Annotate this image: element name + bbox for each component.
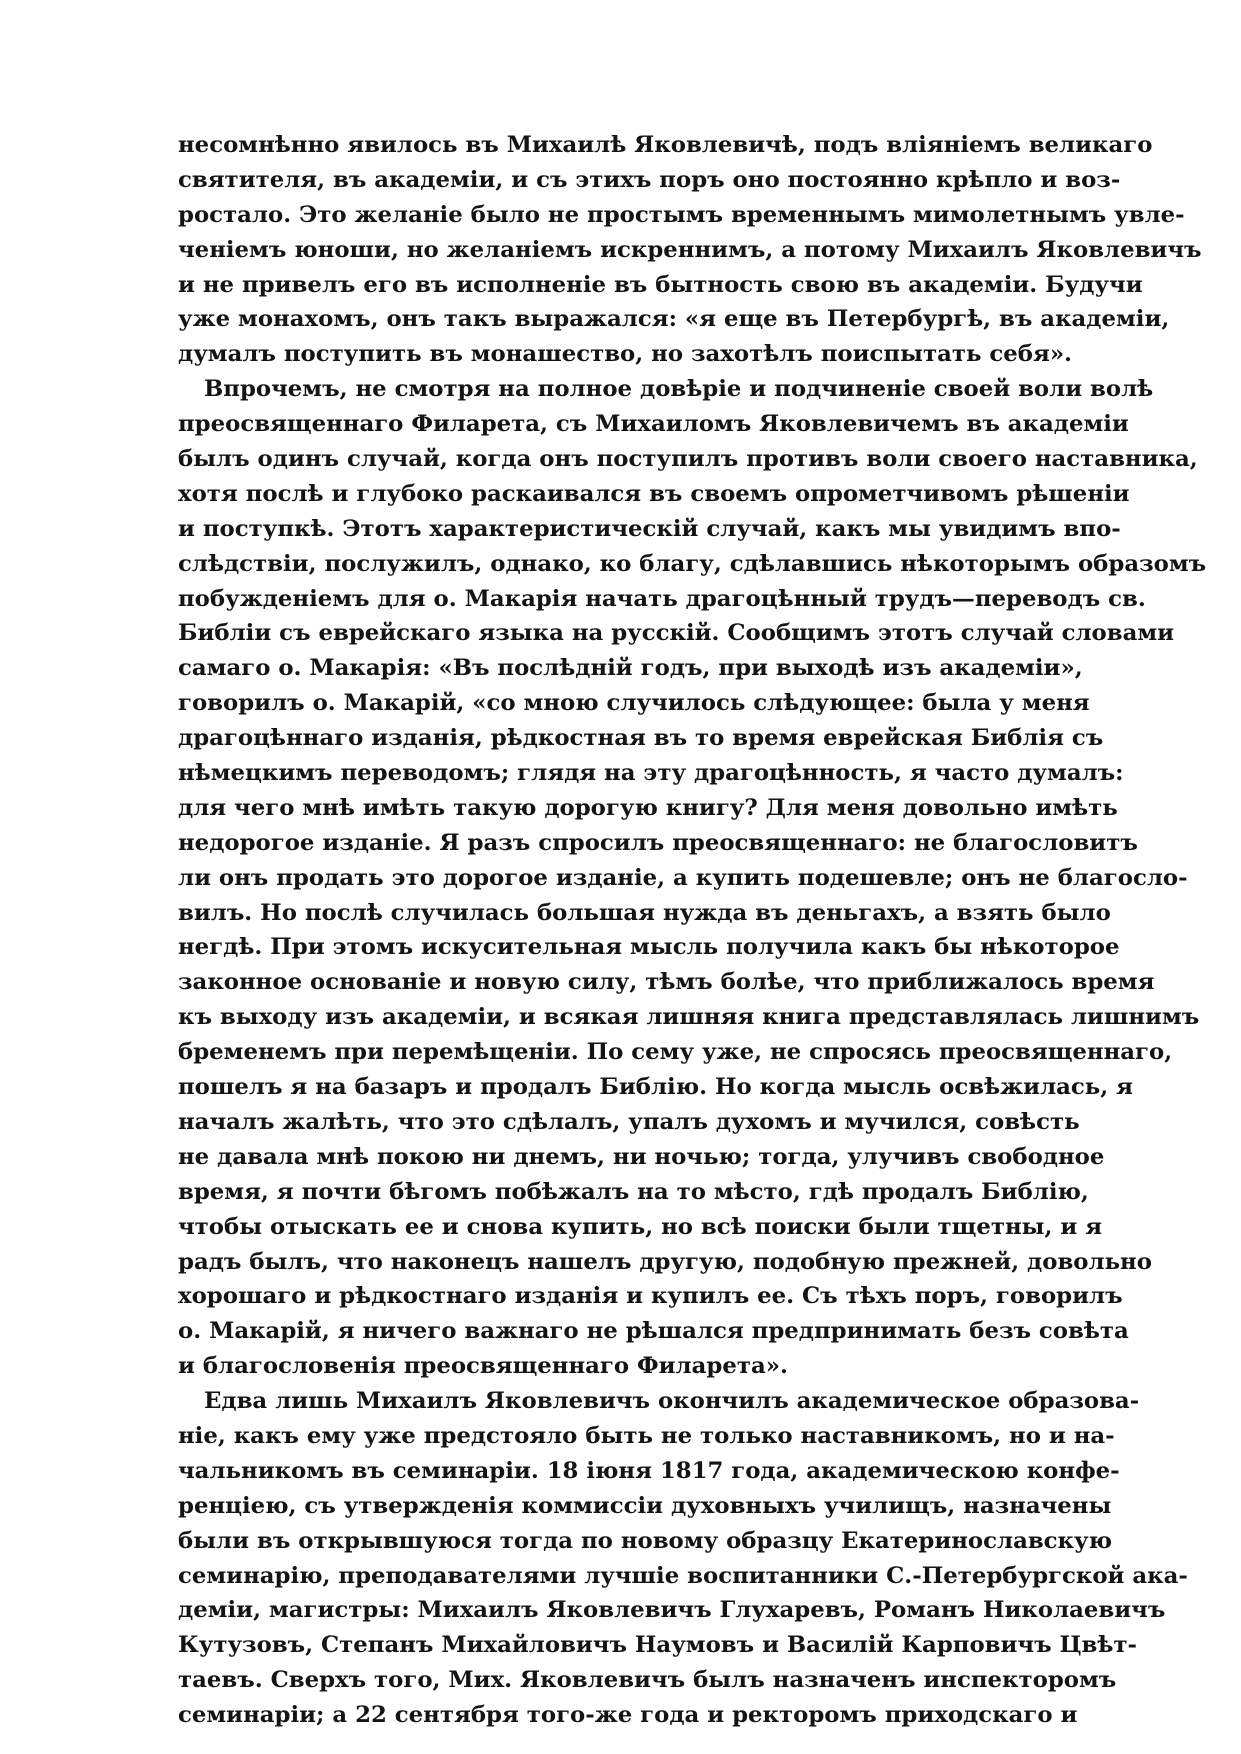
text-line: драгоцѣннаго изданія, рѣдкостная въ то время еврейская Библія съ [178, 725, 1104, 752]
text-line: Кутузовъ, Степанъ Михайловичъ Наумовъ и Василій Карповичъ Цвѣт- [178, 1632, 1138, 1659]
text-line: деміи, магистры: Михаилъ Яковлевичъ Глухаревъ, Романъ Николаевичъ [178, 1597, 1166, 1624]
text-line: законное основаніе и новую силу, тѣмъ болѣе, что приближалось время [178, 969, 1155, 996]
text-line: Впрочемъ, не смотря на полное довѣріе и подчиненіе своей воли волѣ [204, 376, 1154, 403]
text-line: несомнѣнно явилось въ Михаилѣ Яковлевичѣ, подъ вліяніемъ великаго [178, 132, 1153, 158]
text-line: къ выходу изъ академіи, и всякая лишняя книга представлялась лишнимъ [178, 1004, 1200, 1031]
text-line: нѣмецкимъ переводомъ; глядя на эту драгоцѣнность, я часто думалъ: [178, 760, 1124, 787]
text-line: были въ открывшуюся тогда по новому образцу Екатеринославскую [178, 1527, 1112, 1554]
text-line: таевъ. Сверхъ того, Мих. Яковлевичъ былъ назначенъ инспекторомъ [178, 1667, 1117, 1694]
text-line: началъ жалѣть, что это сдѣлалъ, упалъ духомъ и мучился, совѣсть [178, 1108, 1080, 1135]
text-line: самаго о. Макарія: «Въ послѣдній годъ, при выходѣ изъ академіи», [178, 655, 1083, 682]
text-line: чальникомъ въ семинаріи. 18 іюня 1817 года, академическою конфе- [178, 1457, 1120, 1484]
text-line: былъ одинъ случай, когда онъ поступилъ противъ воли своего наставника, [178, 446, 1198, 473]
text-line: ренціею, съ утвержденія коммиссіи духовныхъ училищъ, назначены [178, 1492, 1112, 1519]
text-line: Едва лишь Михаилъ Яковлевичъ окончилъ академическое образова- [204, 1388, 1140, 1415]
text-line: ростало. Это желаніе было не простымъ временнымъ мимолетнымъ увле- [178, 201, 1185, 228]
text-line: побужденіемъ для о. Макарія начать драгоцѣнный трудъ—переводъ св. [178, 585, 1146, 612]
text-line: ченіемъ юноши, но желаніемъ искреннимъ, а потому Михаилъ Яковлевичъ [178, 236, 1202, 263]
text-line: говорилъ о. Макарій, «со мною случилось слѣдующее: была у меня [178, 690, 1090, 717]
text-line: о. Макарій, я ничего важнаго не рѣшался предпринимать безъ совѣта [178, 1318, 1129, 1345]
text-line: ли онъ продать это дорогое изданіе, а купить подешевле; онъ не благосло- [178, 864, 1188, 891]
text-line: семинаріи; а 22 сентября того-же года и ректоромъ приходскаго и [178, 1702, 1078, 1729]
text-line: и поступкѣ. Этотъ характеристическій случай, какъ мы увидимъ впо- [178, 515, 1121, 542]
text-line: бременемъ при перемѣщеніи. По сему уже, не спросясь преосвященнаго, [178, 1039, 1173, 1066]
text-line: Библіи съ еврейскаго языка на русскій. Сообщимъ этотъ случай словами [178, 620, 1175, 647]
text-line: думалъ поступить въ монашество, но захотѣлъ поиспытать себя». [178, 341, 1072, 368]
text-line: слѣдствіи, послужилъ, однако, ко благу, сдѣлавшись нѣкоторымъ образомъ [178, 550, 1207, 577]
paragraph-3 [178, 1384, 1188, 1733]
text-line: не давала мнѣ покою ни днемъ, ни ночью; тогда, улучивъ свободное [178, 1143, 1105, 1170]
text-line: семинарію, преподавателями лучшіе воспитанники С.-Петербургской ака- [178, 1562, 1188, 1589]
text-line: чтобы отыскать ее и снова купить, но всѣ поиски были тщетны, и я [178, 1213, 1103, 1240]
text-line: уже монахомъ, онъ такъ выражался: «я еще въ Петербургѣ, въ академіи, [178, 306, 1170, 333]
text-line: негдѣ. При этомъ искусительная мысль получила какъ бы нѣкоторое [178, 934, 1120, 961]
text-line: ніе, какъ ему уже предстояло быть не только наставникомъ, но и на- [178, 1422, 1115, 1449]
text-line: святителя, въ академіи, и съ этихъ поръ оно постоянно крѣпло и воз- [178, 166, 1121, 193]
text-line: пошелъ я на базаръ и продалъ Библію. Но когда мысль освѣжилась, я [178, 1074, 1133, 1101]
text-line: преосвященнаго Филарета, съ Михаиломъ Яковлевичемъ въ академіи [178, 411, 1129, 438]
text-line: для чего мнѣ имѣть такую дорогую книгу? Для меня довольно имѣть [178, 794, 1118, 821]
text-line: недорогое изданіе. Я разъ спросилъ преосвященнаго: не благословитъ [178, 829, 1138, 856]
paragraph-2 [178, 372, 1207, 1384]
text-line: и благословенія преосвященнаго Филарета». [178, 1353, 788, 1380]
text-line: и не привелъ его въ исполненіе въ бытность свою въ академіи. Будучи [178, 271, 1143, 298]
text-line: хотя послѣ и глубоко раскаивался въ своемъ опрометчивомъ рѣшеніи [178, 480, 1130, 507]
body-text [178, 128, 1207, 1729]
text-line: радъ былъ, что наконецъ нашелъ другую, подобную прежней, довольно [178, 1248, 1152, 1275]
text-line: хорошаго и рѣдкостнаго изданія и купилъ ее. Съ тѣхъ поръ, говорилъ [178, 1283, 1123, 1310]
text-line: вилъ. Но послѣ случилась большая нужда въ деньгахъ, а взять было [178, 899, 1111, 926]
text-line: время, я почти бѣгомъ побѣжалъ на то мѣсто, гдѣ продалъ Библію, [178, 1178, 1089, 1205]
paragraph-1 [178, 128, 1202, 372]
